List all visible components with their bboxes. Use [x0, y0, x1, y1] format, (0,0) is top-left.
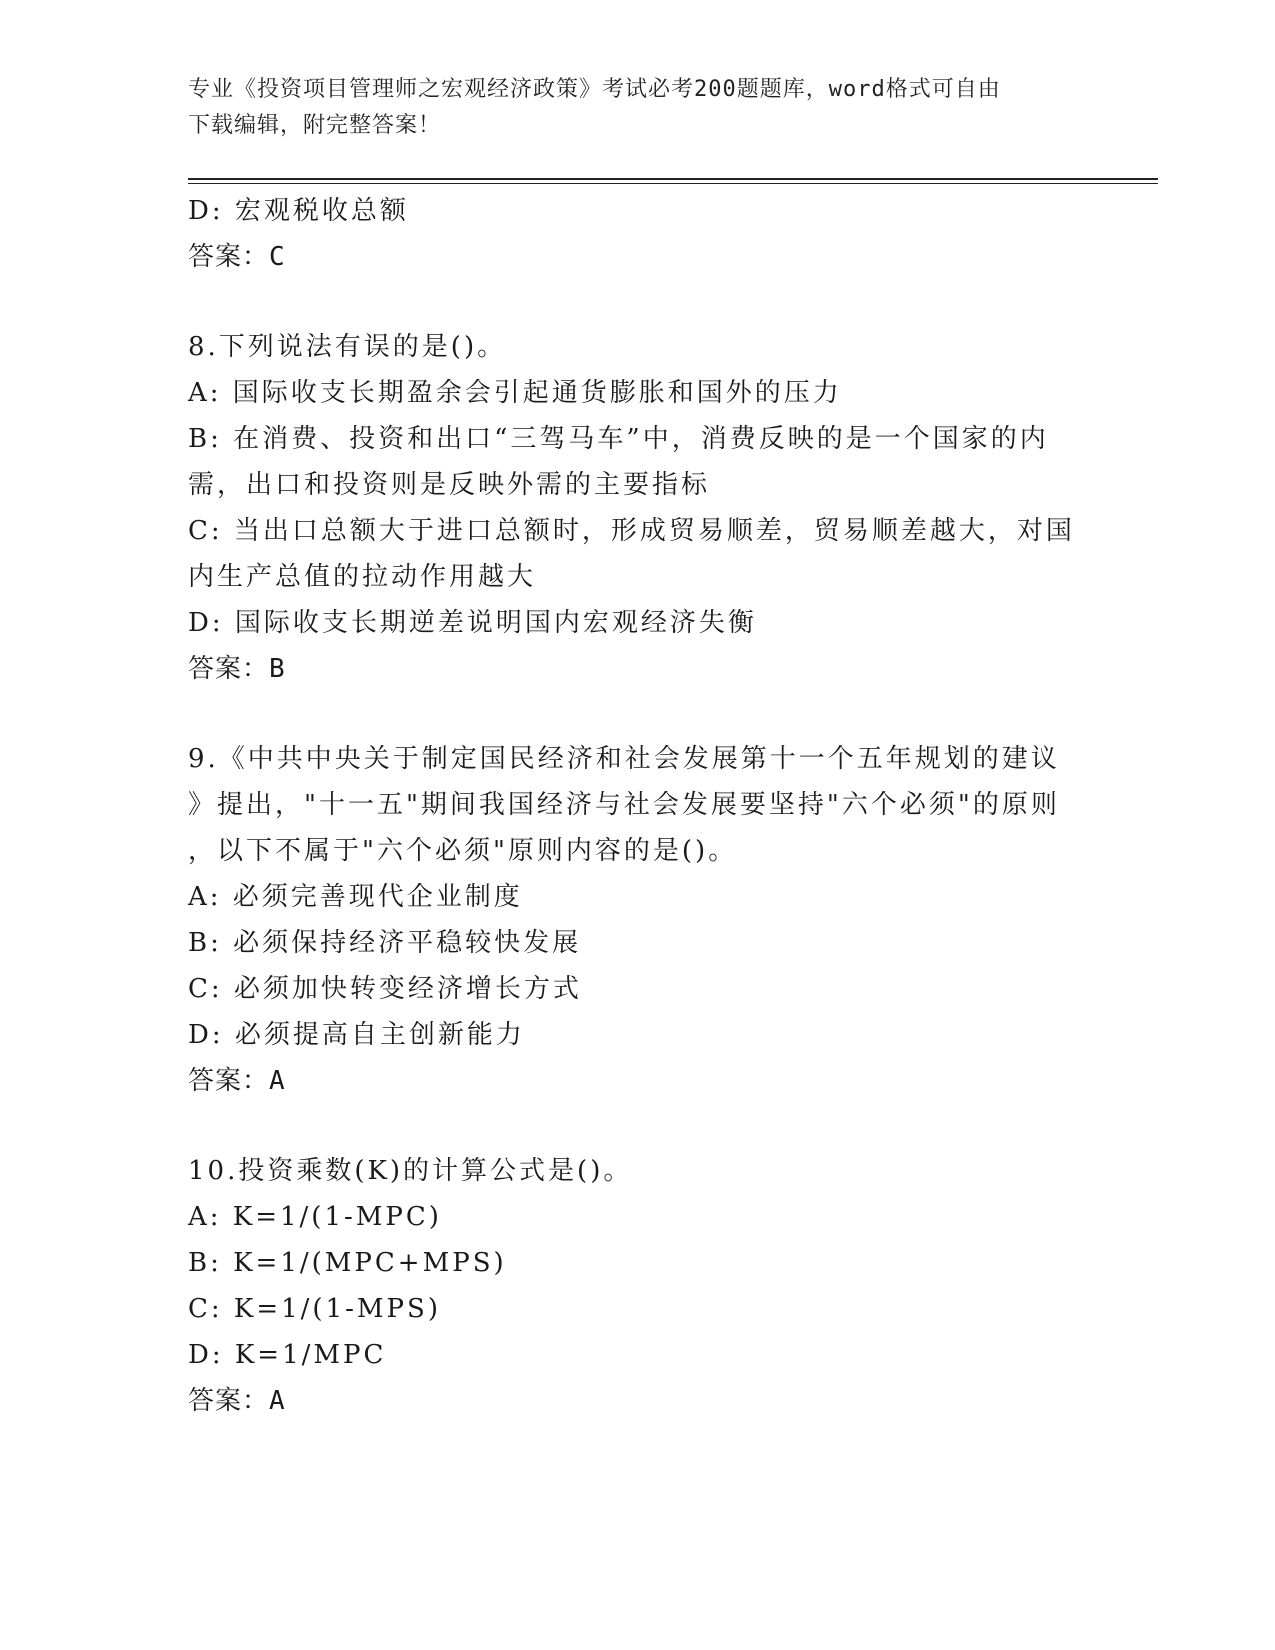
- question-option-line: C: K=1/(1-MPS): [188, 1294, 441, 1324]
- header-line-1: 专业《投资项目管理师之宏观经济政策》考试必考200题题库，word格式可自由: [188, 77, 1001, 102]
- document-header: [188, 72, 1088, 144]
- carryover-answer: 答案：C: [188, 242, 286, 272]
- question-answer: 答案：A: [188, 1386, 286, 1416]
- question-option-line: A: 必须完善现代企业制度: [188, 882, 523, 912]
- question-stem-line: 》提出，"十一五"期间我国经济与社会发展要坚持"六个必须"的原则: [188, 790, 1060, 820]
- question-option-line: B: 必须保持经济平稳较快发展: [188, 928, 582, 958]
- question-option-line: 需，出口和投资则是反映外需的主要指标: [188, 470, 711, 500]
- question-stem-line: 10.投资乘数(K)的计算公式是()。: [188, 1156, 633, 1186]
- question-option-line: A: 国际收支长期盈余会引起通货膨胀和国外的压力: [188, 378, 842, 408]
- question-option-line: 内生产总值的拉动作用越大: [188, 562, 537, 592]
- question-block: [188, 1148, 1088, 1424]
- question-option-line: C: 当出口总额大于进口总额时，形成贸易顺差，贸易顺差越大，对国: [188, 516, 1075, 546]
- question-answer: 答案：A: [188, 1066, 286, 1096]
- carryover-option-d: D: 宏观税收总额: [188, 196, 409, 226]
- question-answer: 答案：B: [188, 654, 286, 684]
- question-option-line: B: K=1/(MPC+MPS): [188, 1248, 507, 1278]
- question-option-line: B: 在消费、投资和出口“三驾马车”中，消费反映的是一个国家的内: [188, 424, 1049, 454]
- header-divider-thin: [188, 183, 1158, 184]
- carryover-block: [188, 188, 1088, 280]
- question-option-line: A: K=1/(1-MPC): [188, 1202, 442, 1232]
- question-option-line: D: K=1/MPC: [188, 1340, 387, 1370]
- question-option-line: D: 必须提高自主创新能力: [188, 1020, 525, 1050]
- question-stem-line: 8.下列说法有误的是()。: [188, 332, 507, 362]
- header-line-2: 下载编辑，附完整答案！: [188, 113, 442, 138]
- question-option-line: C: 必须加快转变经济增长方式: [188, 974, 582, 1004]
- question-block: [188, 736, 1088, 1104]
- header-divider-thick: [188, 178, 1158, 180]
- question-stem-line: ，以下不属于"六个必须"原则内容的是()。: [188, 836, 738, 866]
- question-option-line: D: 国际收支长期逆差说明国内宏观经济失衡: [188, 608, 757, 638]
- question-block: [188, 324, 1088, 692]
- question-list: [188, 188, 1088, 1424]
- question-stem-line: 9.《中共中央关于制定国民经济和社会发展第十一个五年规划的建议: [188, 744, 1060, 774]
- questions-container: [188, 324, 1088, 1424]
